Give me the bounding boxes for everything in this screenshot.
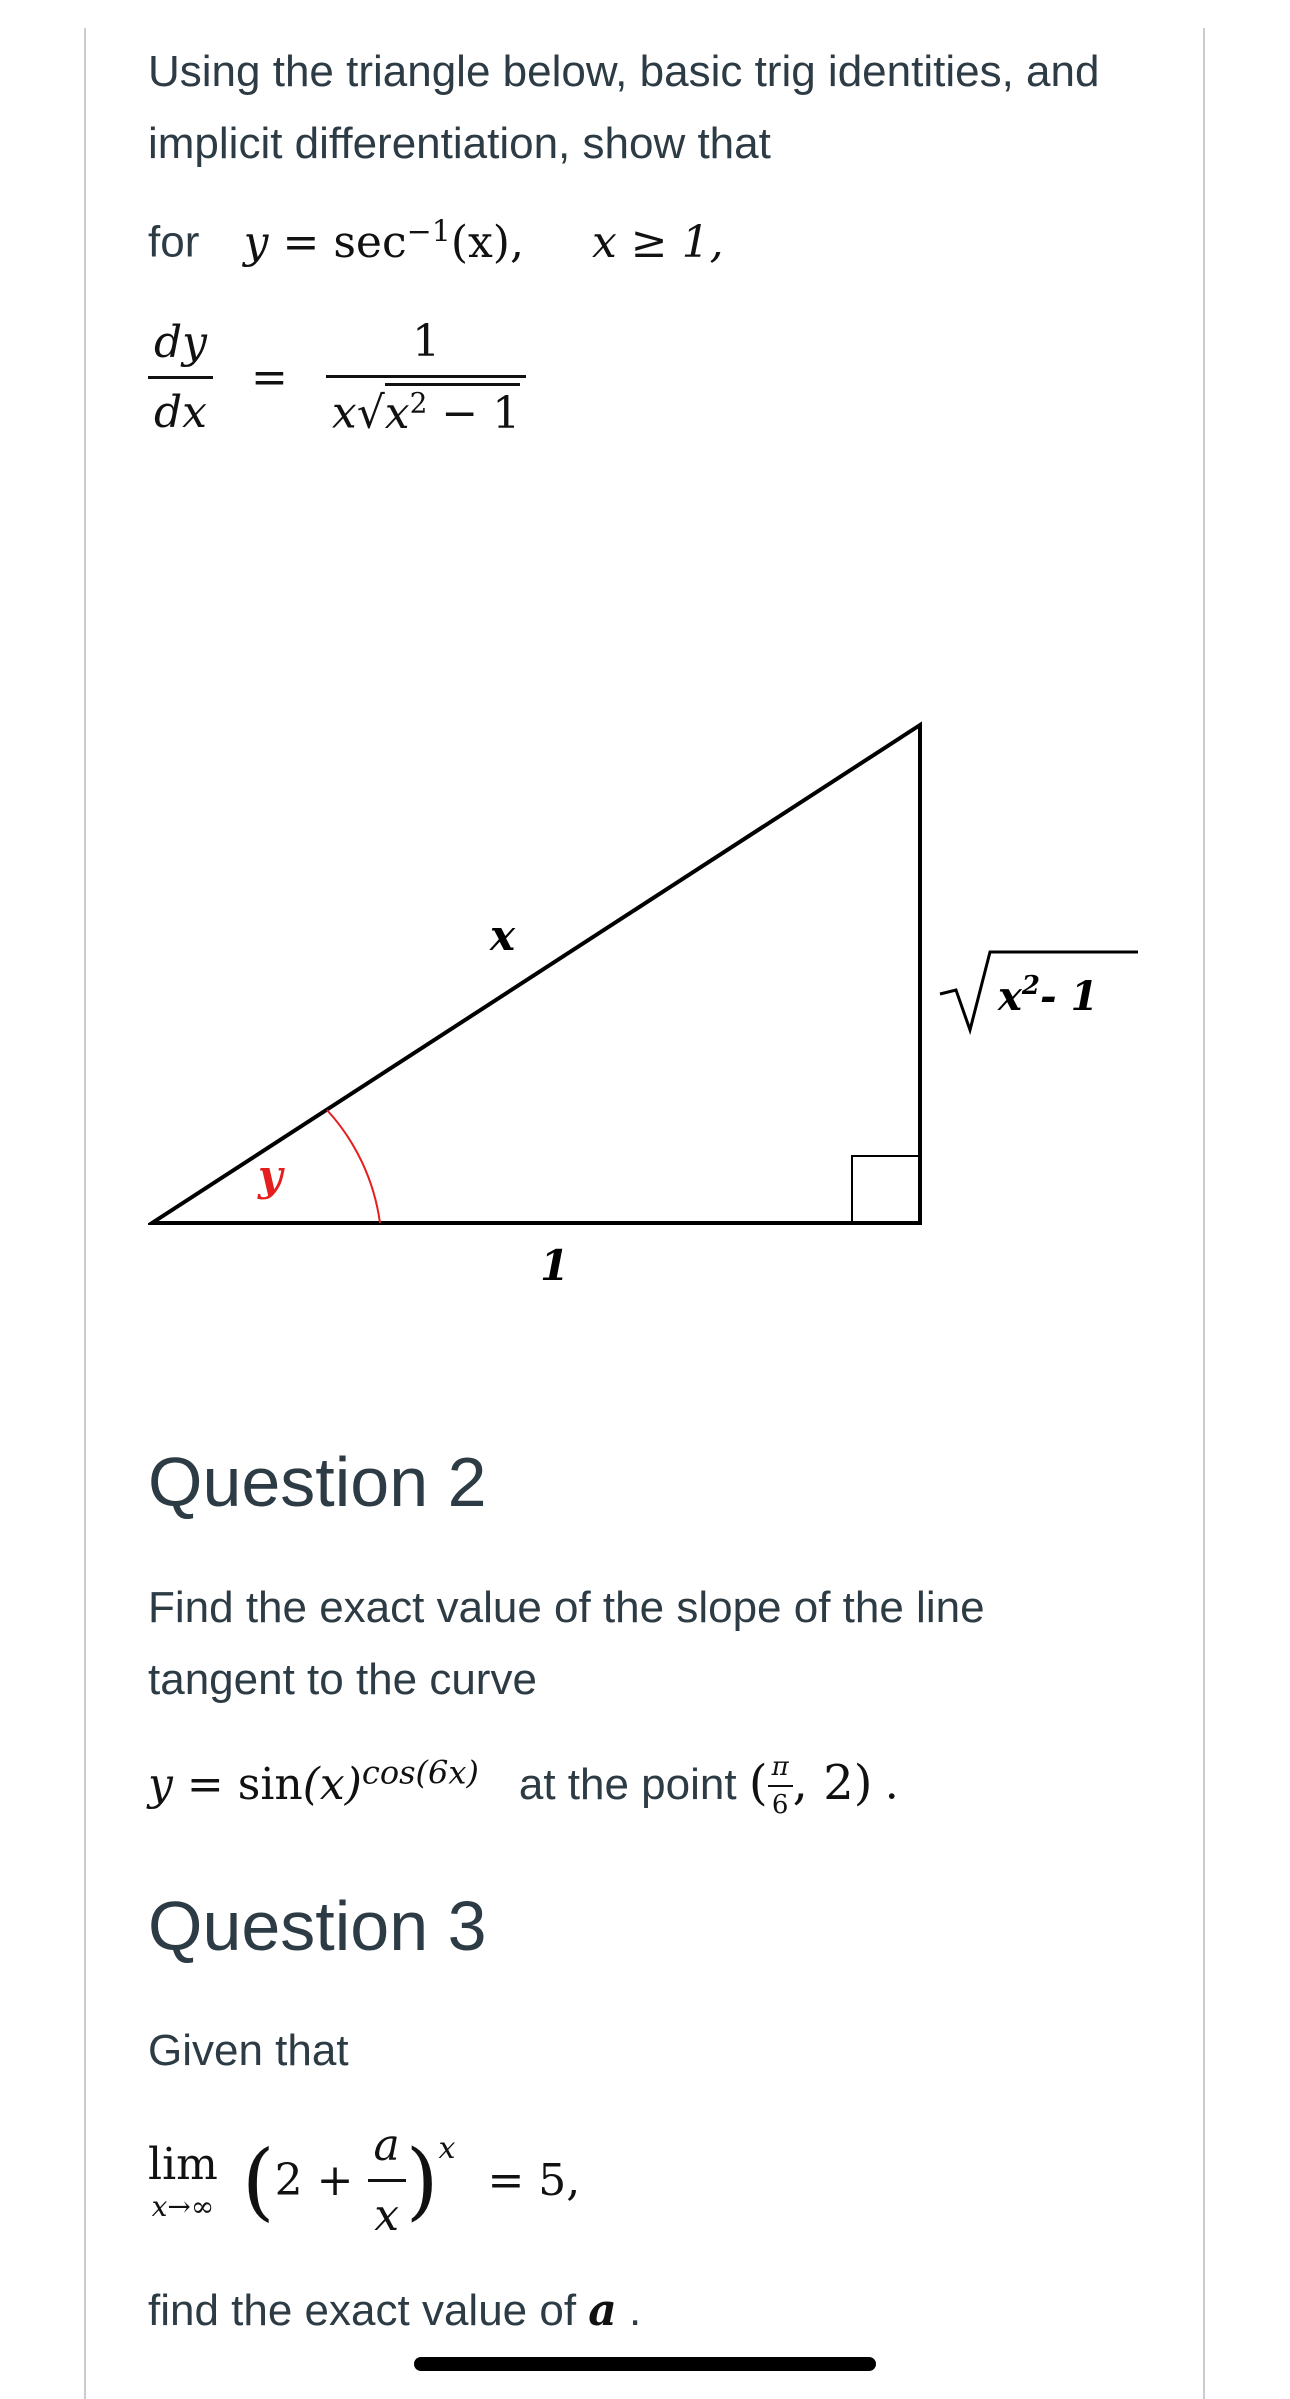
left-margin-rule (84, 28, 86, 2399)
q1-equation-sec (148, 214, 724, 268)
rhs-denominator: $x√x^2 - 1$ (326, 378, 526, 439)
q1-derivative-equation: $\frac{dy}{dx}$ = $\frac{1}{x√x^2 - 1}$ (148, 316, 526, 439)
deriv-denominator: dx (154, 386, 207, 438)
triangle-shape (152, 725, 920, 1223)
angle-arc (327, 1110, 380, 1223)
q2-point: ( $\frac{\pi}{6}$ , 2) (748, 1752, 873, 1820)
home-indicator-bar[interactable] (414, 2357, 876, 2371)
eq-inverse: −1 (406, 214, 451, 249)
triangle-diagram (148, 700, 1168, 1320)
base-label: 1 (540, 1241, 570, 1290)
eq-equals: = (282, 216, 320, 268)
deriv-numerator: dy (148, 317, 213, 379)
q3-limit-equation: lim x→∞ (2 + $\frac{a}{x}$ )$^x$ = 5, (148, 2120, 581, 2241)
right-margin-rule (1203, 28, 1205, 2399)
q2-at-text: at the point (518, 1759, 737, 1809)
q2-text: Find the exact value of the slope of the line tangent to the curve (148, 1583, 985, 1704)
right-angle-marker (852, 1156, 920, 1223)
for-word: for (148, 217, 200, 267)
angle-label: y (258, 1151, 283, 1200)
opposite-label: $x^2-$ 1 (998, 971, 1099, 1020)
eq-y: y (243, 216, 269, 268)
q3-given: Given that (148, 2026, 349, 2075)
q2-equation: $y = \sin(x)^{cos(6x)}$ at the point ( $\frac{\pi}{6}$ , 2) . (148, 1752, 899, 1820)
eq-arg: (x), (450, 216, 524, 268)
q2-heading: Question 2 (148, 1443, 487, 1521)
q1-intro: Using the triangle below, basic trig identities, and implicit differentiation, show that (148, 47, 1100, 168)
rhs-numerator: 1 (326, 316, 526, 378)
eq-condition: x ≥ 1, (591, 216, 724, 268)
hypotenuse-label: x (490, 911, 516, 960)
q3-find-text: find the exact value of a . (148, 2285, 642, 2336)
q3-heading: Question 3 (148, 1887, 487, 1965)
eq-sec: sec (333, 216, 407, 268)
